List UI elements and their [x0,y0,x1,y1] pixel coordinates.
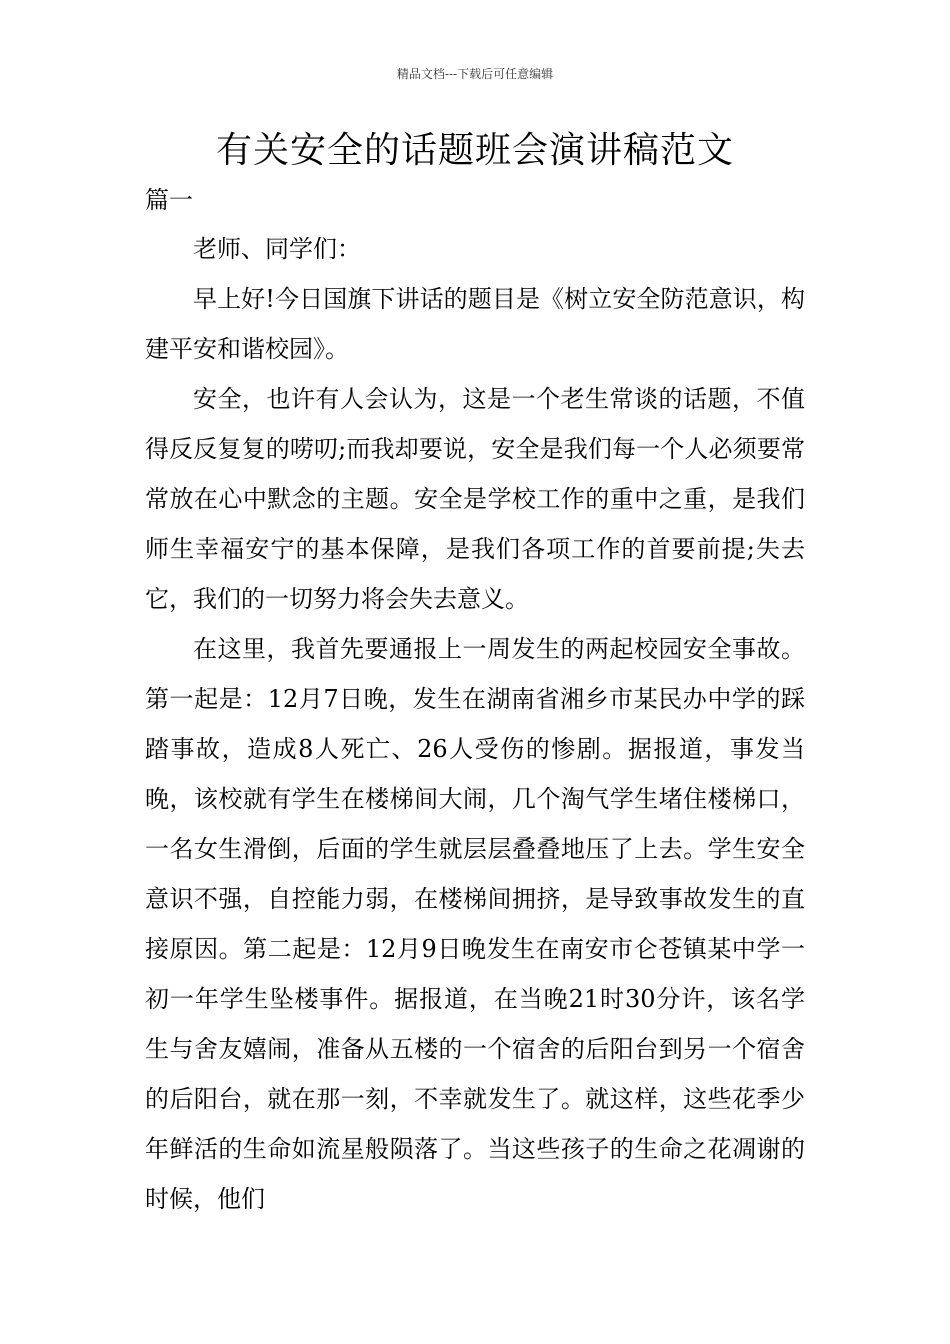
paragraph: 在这里，我首先要通报上一周发生的两起校园安全事故。第一起是：12月7日晚，发生在湖南省湘乡市某民办中学的踩踏事故，造成8人死亡、26人受伤的惨剧。据报道，事发当晚，该校就有学生在楼梯间大闹，几个淘气学生堵住楼梯口，一名女生滑倒，后面的学生就层层叠叠地压了上去。学生安全意识不强，自控能力弱，在楼梯间拥挤，是导致事故发生的直接原因。第二起是：12月9日晚发生在南安市仑苍镇某中学一初一年学生坠楼事件。据报道，在当晚21时30分许，该名学生与舍友嬉闹，准备从五楼的一个宿舍的后阳台到另一个宿舍的后阳台，就在那一刻，不幸就发生了。就这样，这些花季少年鲜活的生命如流星般陨落了。当这些孩子的生命之花凋谢的时候，他们 [145,635,805,1213]
paragraph: 早上好!今日国旗下讲话的题目是《树立安全防范意识，构建平安和谐校园》。 [145,285,805,363]
paragraph: 安全，也许有人会认为，这是一个老生常谈的话题，不值得反反复复的唠叨;而我却要说，安全是我们每一个人必须要常常放在心中默念的主题。安全是学校工作的重中之重，是我们师生幸福安宁的基本保障，是我们各项工作的首要前提;失去它，我们的一切努力将会失去意义。 [145,385,805,613]
document-title: 有关安全的话题班会演讲稿范文 [215,130,734,171]
header-note: 精品文档---下载后可任意编辑 [396,67,554,81]
section-label: 篇一 [145,186,193,214]
body-text [145,224,805,1224]
paragraph-greeting: 老师、同学们： [193,235,361,263]
